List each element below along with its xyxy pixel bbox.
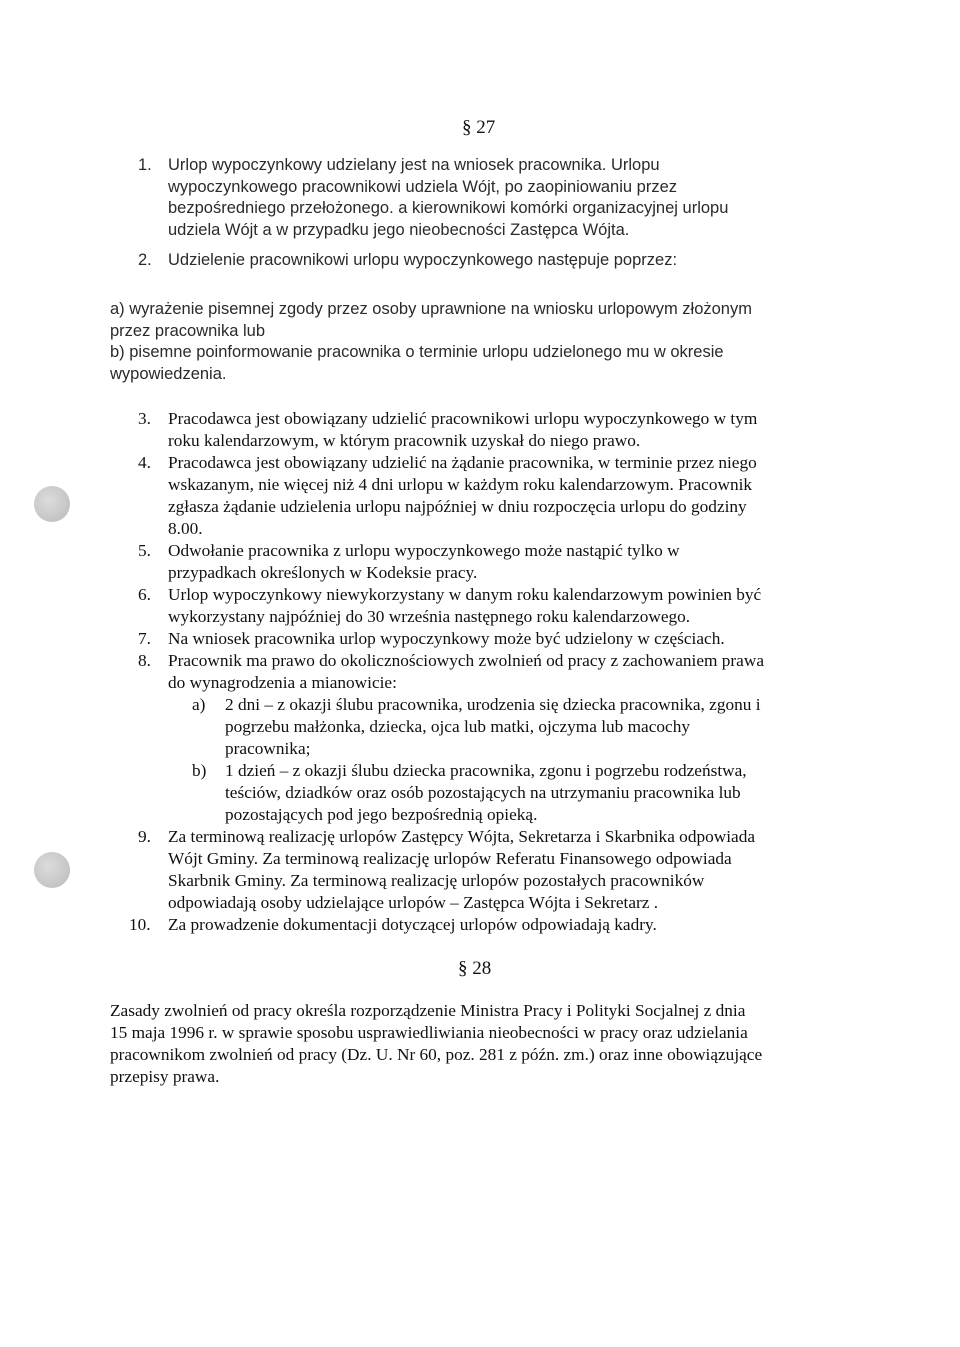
sub-item-line: 1 dzień – z okazji ślubu dziecka pracownika, zgonu i pogrzebu rodzeństwa, xyxy=(225,761,747,780)
item-number: 3. xyxy=(138,409,151,428)
item-line: wypoczynkowego pracownikowi udziela Wójt, po zaopiniowaniu przez xyxy=(168,177,678,196)
item-number: 4. xyxy=(138,453,151,472)
item-number: 5. xyxy=(138,541,151,560)
item-line: Pracownik ma prawo do okolicznościowych zwolnień od pracy z zachowaniem prawa xyxy=(168,651,764,670)
item-line: Za prowadzenie dokumentacji dotyczącej urlopów odpowiadają kadry. xyxy=(168,915,657,934)
paragraph-line: a) wyrażenie pisemnej zgody przez osoby uprawnione na wniosku urlopowym złożonym xyxy=(110,300,752,318)
list-item-3 xyxy=(138,408,828,452)
list-item-9 xyxy=(138,826,828,914)
item-number: 1. xyxy=(138,156,152,174)
sub-item-a xyxy=(168,694,828,760)
item-number: 10. xyxy=(129,915,151,934)
paragraph-line: pracownikom zwolnień od pracy (Dz. U. Nr 60, poz. 281 z późn. zm.) oraz inne obowiązujące xyxy=(110,1045,763,1064)
paragraph-line: przez pracownika lub xyxy=(110,321,265,340)
section-27-top-list xyxy=(138,155,898,272)
item-line: wykorzystany najpóźniej do 30 września następnego roku kalendarzowego. xyxy=(168,607,691,626)
item-number: 6. xyxy=(138,585,151,604)
item-line: bezpośredniego przełożonego. a kierownikowi komórki organizacyjnej urlopu xyxy=(168,199,729,218)
sub-item-line: pozostających pod jego bezpośrednią opieką. xyxy=(225,805,538,824)
sub-item-line: 2 dni – z okazji ślubu pracownika, urodzenia się dziecka pracownika, zgonu i xyxy=(225,695,761,714)
list-item-5 xyxy=(138,540,828,584)
item-line: Skarbnik Gminy. Za terminową realizację urlopów pozostałych pracowników xyxy=(168,871,705,890)
item-number: 9. xyxy=(138,827,151,846)
item-line: Wójt Gminy. Za terminową realizację urlopów Referatu Finansowego odpowiada xyxy=(168,849,732,868)
item-line: Udzielenie pracownikowi urlopu wypoczynkowego następuje poprzez: xyxy=(168,250,678,269)
sub-item-line: teściów, dziadków oraz osób pozostających na utrzymaniu pracownika lub xyxy=(225,783,741,802)
item-line: zgłasza żądanie udzielenia urlopu najpóźniej w dniu rozpoczęcia urlopu do godziny xyxy=(168,497,747,516)
punch-hole-upper xyxy=(34,486,70,522)
list-item-2 xyxy=(138,250,898,272)
item-line: wskazanym, nie więcej niż 4 dni urlopu w każdym roku kalendarzowym. Pracownik xyxy=(168,475,753,494)
sub-item-b xyxy=(168,760,828,826)
item-line: Urlop wypoczynkowy udzielany jest na wniosek pracownika. Urlopu xyxy=(168,156,660,174)
punch-hole-lower xyxy=(34,852,70,888)
section-heading-27: § 27 xyxy=(462,117,496,138)
item-line: Na wniosek pracownika urlop wypoczynkowy może być udzielony w częściach. xyxy=(168,629,725,648)
item-number: 7. xyxy=(138,629,151,648)
sub-item-line: pogrzebu małżonka, dziecka, ojca lub matki, ojczyma lub macochy xyxy=(225,717,690,736)
section-27-main-list xyxy=(129,408,828,936)
section-heading-28: § 28 xyxy=(458,958,492,979)
paragraph-line: wypowiedzenia. xyxy=(110,365,227,384)
list-item-4 xyxy=(138,452,828,540)
item-line: 8.00. xyxy=(168,519,203,538)
item-line: Urlop wypoczynkowy niewykorzystany w danym roku kalendarzowym powinien być xyxy=(168,585,762,604)
list-item-7 xyxy=(138,628,828,650)
list-item-8 xyxy=(138,650,828,826)
item-line: odpowiadają osoby udzielające urlopów – Zastępca Wójta i Sekretarz . xyxy=(168,893,659,912)
paragraph-line: przepisy prawa. xyxy=(110,1067,220,1086)
paragraph-line: 15 maja 1996 r. w sprawie sposobu usprawiedliwiania nieobecności w pracy oraz udzielania xyxy=(110,1023,748,1042)
list-item-10 xyxy=(129,914,828,936)
item-line: przypadkach określonych w Kodeksie pracy. xyxy=(168,563,478,582)
sub-item-line: pracownika; xyxy=(225,739,311,758)
item-line: udziela Wójt a w przypadku jego nieobecności Zastępca Wójta. xyxy=(168,221,630,240)
sub-item-number: a) xyxy=(192,695,206,714)
list-item-1 xyxy=(138,155,898,242)
item-number: 8. xyxy=(138,651,151,670)
sub-paragraph-ab xyxy=(110,299,890,386)
section-28-paragraph xyxy=(110,1000,850,1088)
item-line: Pracodawca jest obowiązany udzielić pracownikowi urlopu wypoczynkowego w tym xyxy=(168,409,758,428)
paragraph-line: Zasady zwolnień od pracy określa rozporządzenie Ministra Pracy i Polityki Socjalnej z dnia xyxy=(110,1001,746,1020)
paragraph-line: b) pisemne poinformowanie pracownika o terminie urlopu udzielonego mu w okresie xyxy=(110,343,724,362)
item-line: Odwołanie pracownika z urlopu wypoczynkowego może nastąpić tylko w xyxy=(168,541,680,560)
list-item-6 xyxy=(138,584,828,628)
sub-item-number: b) xyxy=(192,761,207,780)
item-line: roku kalendarzowym, w którym pracownik uzyskał do niego prawo. xyxy=(168,431,641,450)
item-line: Za terminową realizację urlopów Zastępcy Wójta, Sekretarza i Skarbnika odpowiada xyxy=(168,827,756,846)
item-line: do wynagrodzenia a mianowicie: xyxy=(168,673,397,692)
item-line: Pracodawca jest obowiązany udzielić na żądanie pracownika, w terminie przez niego xyxy=(168,453,757,472)
item-number: 2. xyxy=(138,250,152,269)
